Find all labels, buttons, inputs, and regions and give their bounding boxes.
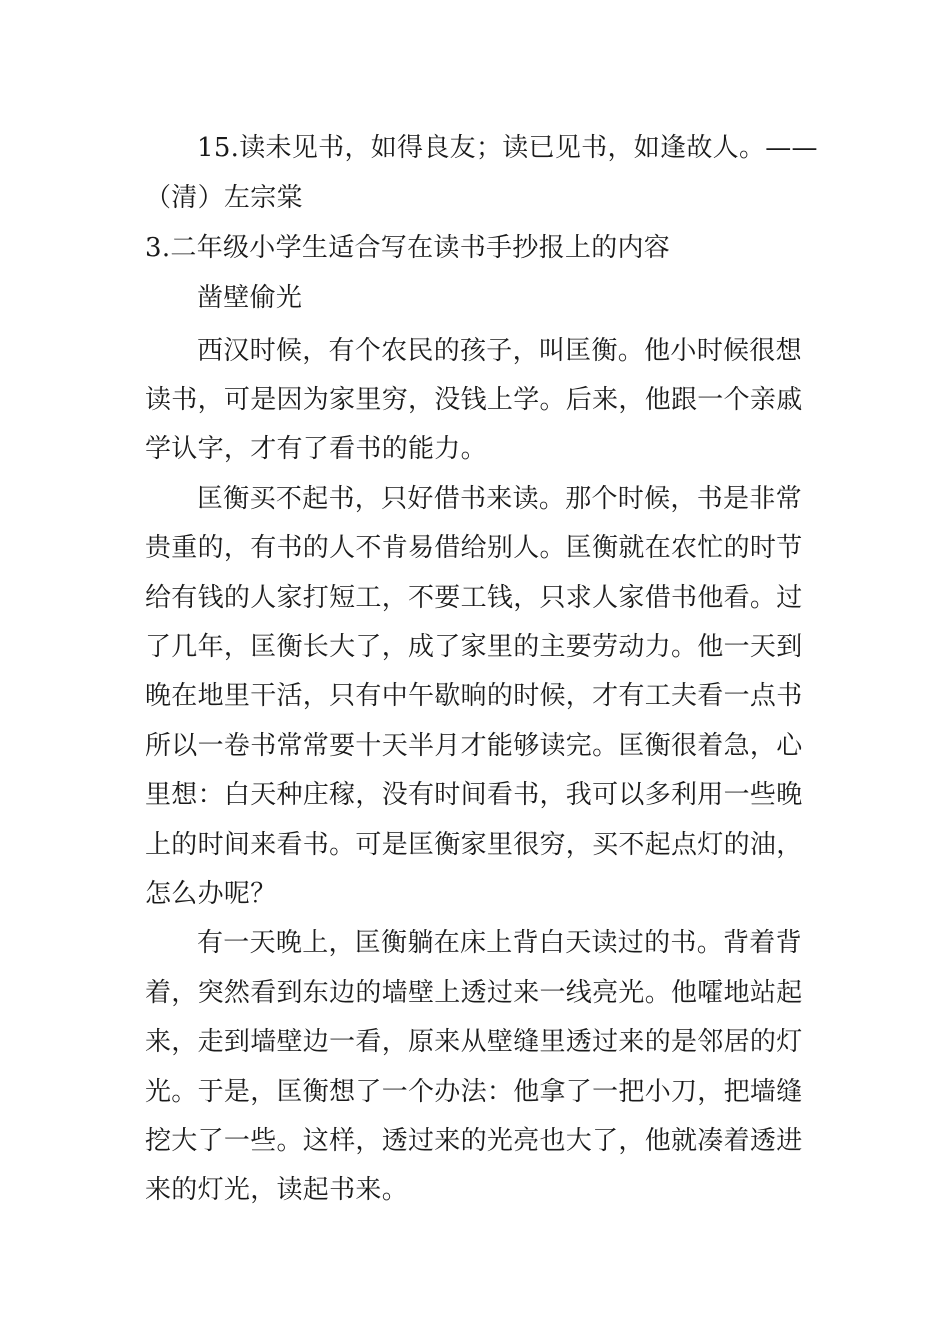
paragraph-3-line: 来的灯光，读起书来。 bbox=[145, 1175, 409, 1205]
paragraph-2-line: 怎么办呢？ bbox=[145, 879, 277, 909]
paragraph-1-line: 西汉时候，有个农民的孩子，叫匡衡。他小时候很想 bbox=[197, 336, 802, 366]
section-heading: 3.二年级小学生适合写在读书手抄报上的内容 bbox=[145, 233, 671, 263]
paragraph-2-line: 晚在地里干活，只有中午歇晌的时候，才有工夫看一点书 bbox=[145, 681, 803, 711]
paragraph-2-line: 贵重的，有书的人不肯易借给别人。匡衡就在农忙的时节 bbox=[145, 533, 803, 563]
paragraph-3-line: 光。于是，匡衡想了一个办法：他拿了一把小刀，把墙缝 bbox=[145, 1077, 803, 1107]
quote-15-line-2: （清）左宗棠 bbox=[145, 183, 303, 213]
paragraph-2-line: 匡衡买不起书，只好借书来读。那个时候，书是非常 bbox=[197, 484, 802, 514]
paragraph-3-line: 着，突然看到东边的墙壁上透过来一线亮光。他嚯地站起 bbox=[145, 978, 803, 1008]
paragraph-2-line: 里想：白天种庄稼，没有时间看书，我可以多利用一些晚 bbox=[145, 780, 803, 810]
paragraph-2-line: 上的时间来看书。可是匡衡家里很穷，买不起点灯的油， bbox=[145, 830, 803, 860]
paragraph-3-line: 来，走到墙壁边一看，原来从壁缝里透过来的是邻居的灯 bbox=[145, 1027, 803, 1057]
paragraph-2-line: 给有钱的人家打短工，不要工钱，只求人家借书他看。过 bbox=[145, 583, 803, 613]
story-title: 凿壁偷光 bbox=[197, 283, 303, 313]
paragraph-2-line: 所以一卷书常常要十天半月才能够读完。匡衡很着急，心 bbox=[145, 731, 803, 761]
paragraph-1-line: 学认字，才有了看书的能力。 bbox=[145, 434, 487, 464]
quote-15-line-1: 15.读未见书，如得良友；读已见书，如逢故人。—— bbox=[197, 133, 818, 163]
paragraph-3-line: 挖大了一些。这样，透过来的光亮也大了，他就凑着透进 bbox=[145, 1126, 803, 1156]
paragraph-2-line: 了几年，匡衡长大了，成了家里的主要劳动力。他一天到 bbox=[145, 632, 803, 662]
paragraph-3-line: 有一天晚上，匡衡躺在床上背白天读过的书。背着背 bbox=[197, 928, 802, 958]
paragraph-1-line: 读书，可是因为家里穷，没钱上学。后来，他跟一个亲戚 bbox=[145, 385, 803, 415]
